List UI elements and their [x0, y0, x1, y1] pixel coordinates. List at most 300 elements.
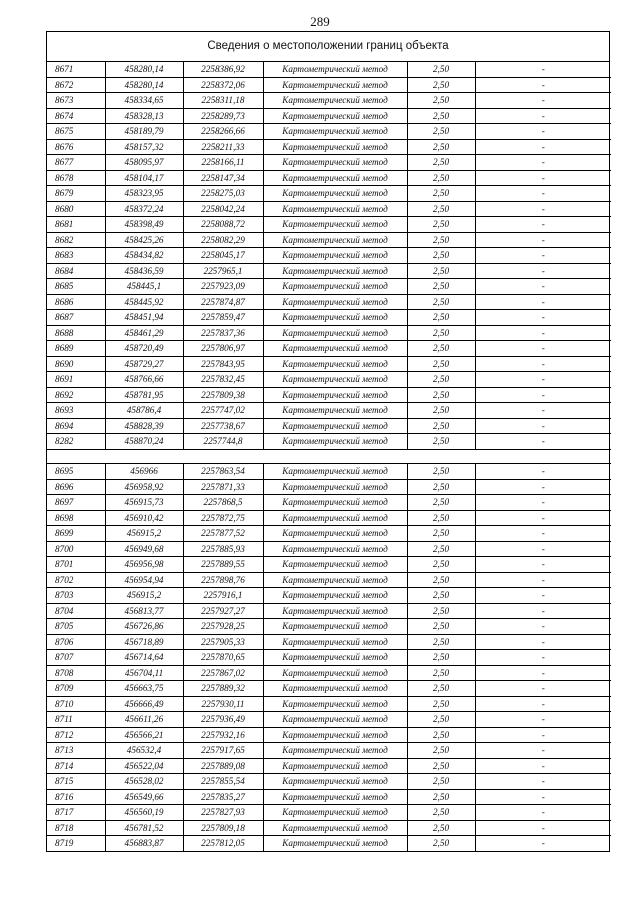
point-number-cell: 8715 — [47, 774, 105, 790]
point-number-cell: 8682 — [47, 232, 105, 248]
table-row — [47, 356, 611, 372]
y-coordinate-cell: 2258045,17 — [183, 248, 263, 264]
accuracy-cell: 2,50 — [407, 479, 475, 495]
method-cell: Картометрический метод — [263, 248, 407, 264]
table-row — [47, 789, 611, 805]
table-row — [47, 510, 611, 526]
description-cell: - — [475, 836, 611, 851]
accuracy-cell: 2,50 — [407, 403, 475, 419]
description-cell: - — [475, 418, 611, 434]
table-row — [47, 325, 611, 341]
point-number-cell: 8712 — [47, 727, 105, 743]
table-row — [47, 434, 611, 450]
table-row — [47, 479, 611, 495]
accuracy-cell: 2,50 — [407, 696, 475, 712]
y-coordinate-cell: 2258311,18 — [183, 93, 263, 109]
description-cell: - — [475, 510, 611, 526]
x-coordinate-cell: 458323,95 — [105, 186, 183, 202]
y-coordinate-cell: 2257863,54 — [183, 464, 263, 480]
point-number-cell: 8674 — [47, 108, 105, 124]
y-coordinate-cell: 2257868,5 — [183, 495, 263, 511]
method-cell: Картометрический метод — [263, 541, 407, 557]
x-coordinate-cell: 458372,24 — [105, 201, 183, 217]
y-coordinate-cell: 2258166,11 — [183, 155, 263, 171]
method-cell: Картометрический метод — [263, 232, 407, 248]
method-cell: Картометрический метод — [263, 325, 407, 341]
x-coordinate-cell: 458729,27 — [105, 356, 183, 372]
y-coordinate-cell: 2257806,97 — [183, 341, 263, 357]
description-cell: - — [475, 634, 611, 650]
x-coordinate-cell: 456611,26 — [105, 712, 183, 728]
description-cell: - — [475, 263, 611, 279]
y-coordinate-cell: 2258211,33 — [183, 139, 263, 155]
table-row — [47, 743, 611, 759]
accuracy-cell: 2,50 — [407, 650, 475, 666]
y-coordinate-cell: 2257809,38 — [183, 387, 263, 403]
y-coordinate-cell: 2258082,29 — [183, 232, 263, 248]
x-coordinate-cell: 456883,87 — [105, 836, 183, 851]
y-coordinate-cell: 2257898,76 — [183, 572, 263, 588]
method-cell: Картометрический метод — [263, 108, 407, 124]
table-row — [47, 727, 611, 743]
accuracy-cell: 2,50 — [407, 541, 475, 557]
method-cell: Картометрический метод — [263, 696, 407, 712]
y-coordinate-cell: 2257738,67 — [183, 418, 263, 434]
table-row — [47, 139, 611, 155]
method-cell: Картометрический метод — [263, 170, 407, 186]
x-coordinate-cell: 456560,19 — [105, 805, 183, 821]
x-coordinate-cell: 456813,77 — [105, 603, 183, 619]
point-number-cell: 8679 — [47, 186, 105, 202]
point-number-cell: 8672 — [47, 77, 105, 93]
point-number-cell: 8694 — [47, 418, 105, 434]
description-cell: - — [475, 403, 611, 419]
description-cell: - — [475, 248, 611, 264]
method-cell: Картометрический метод — [263, 557, 407, 573]
point-number-cell: 8708 — [47, 665, 105, 681]
x-coordinate-cell: 458445,92 — [105, 294, 183, 310]
table-row — [47, 341, 611, 357]
x-coordinate-cell: 458781,95 — [105, 387, 183, 403]
table-row — [47, 665, 611, 681]
method-cell: Картометрический метод — [263, 372, 407, 388]
table-row — [47, 758, 611, 774]
accuracy-cell: 2,50 — [407, 372, 475, 388]
page-number: 289 — [310, 14, 330, 29]
table-row — [47, 650, 611, 666]
y-coordinate-cell: 2257872,75 — [183, 510, 263, 526]
method-cell: Картометрический метод — [263, 186, 407, 202]
table-row — [47, 557, 611, 573]
point-number-cell: 8704 — [47, 603, 105, 619]
description-cell: - — [475, 805, 611, 821]
description-cell: - — [475, 495, 611, 511]
accuracy-cell: 2,50 — [407, 557, 475, 573]
x-coordinate-cell: 456954,94 — [105, 572, 183, 588]
y-coordinate-cell: 2257936,49 — [183, 712, 263, 728]
description-cell: - — [475, 372, 611, 388]
coordinates-table — [47, 62, 611, 851]
x-coordinate-cell: 456726,86 — [105, 619, 183, 635]
table-row — [47, 696, 611, 712]
accuracy-cell: 2,50 — [407, 201, 475, 217]
table-row — [47, 310, 611, 326]
accuracy-cell: 2,50 — [407, 789, 475, 805]
y-coordinate-cell: 2257928,25 — [183, 619, 263, 635]
description-cell: - — [475, 170, 611, 186]
description-cell: - — [475, 541, 611, 557]
accuracy-cell: 2,50 — [407, 232, 475, 248]
accuracy-cell: 2,50 — [407, 248, 475, 264]
x-coordinate-cell: 456528,02 — [105, 774, 183, 790]
x-coordinate-cell: 458434,82 — [105, 248, 183, 264]
point-number-cell: 8699 — [47, 526, 105, 542]
point-number-cell: 8695 — [47, 464, 105, 480]
method-cell: Картометрический метод — [263, 434, 407, 450]
accuracy-cell: 2,50 — [407, 325, 475, 341]
description-cell: - — [475, 557, 611, 573]
accuracy-cell: 2,50 — [407, 495, 475, 511]
x-coordinate-cell: 458461,29 — [105, 325, 183, 341]
accuracy-cell: 2,50 — [407, 665, 475, 681]
accuracy-cell: 2,50 — [407, 588, 475, 604]
point-number-cell: 8677 — [47, 155, 105, 171]
accuracy-cell: 2,50 — [407, 681, 475, 697]
method-cell: Картометрический метод — [263, 155, 407, 171]
table-row — [47, 294, 611, 310]
point-number-cell: 8717 — [47, 805, 105, 821]
point-number-cell: 8700 — [47, 541, 105, 557]
separator-cell — [47, 449, 611, 464]
description-cell: - — [475, 232, 611, 248]
description-cell: - — [475, 62, 611, 77]
y-coordinate-cell: 2257747,02 — [183, 403, 263, 419]
point-number-cell: 8676 — [47, 139, 105, 155]
accuracy-cell: 2,50 — [407, 418, 475, 434]
accuracy-cell: 2,50 — [407, 108, 475, 124]
table-row — [47, 403, 611, 419]
method-cell: Картометрический метод — [263, 217, 407, 233]
accuracy-cell: 2,50 — [407, 619, 475, 635]
table-row — [47, 170, 611, 186]
x-coordinate-cell: 456910,42 — [105, 510, 183, 526]
description-cell: - — [475, 619, 611, 635]
method-cell: Картометрический метод — [263, 341, 407, 357]
table-row — [47, 634, 611, 650]
point-number-cell: 8710 — [47, 696, 105, 712]
description-cell: - — [475, 155, 611, 171]
point-number-cell: 8714 — [47, 758, 105, 774]
x-coordinate-cell: 458870,24 — [105, 434, 183, 450]
method-cell: Картометрический метод — [263, 665, 407, 681]
table-row — [47, 155, 611, 171]
y-coordinate-cell: 2257812,05 — [183, 836, 263, 851]
y-coordinate-cell: 2257889,32 — [183, 681, 263, 697]
y-coordinate-cell: 2257932,16 — [183, 727, 263, 743]
y-coordinate-cell: 2257832,45 — [183, 372, 263, 388]
point-number-cell: 8678 — [47, 170, 105, 186]
description-cell: - — [475, 820, 611, 836]
description-cell: - — [475, 789, 611, 805]
x-coordinate-cell: 456958,92 — [105, 479, 183, 495]
method-cell: Картометрический метод — [263, 820, 407, 836]
y-coordinate-cell: 2257965,1 — [183, 263, 263, 279]
description-cell: - — [475, 526, 611, 542]
x-coordinate-cell: 458280,14 — [105, 77, 183, 93]
description-cell: - — [475, 325, 611, 341]
point-number-cell: 8683 — [47, 248, 105, 264]
y-coordinate-cell: 2257905,33 — [183, 634, 263, 650]
accuracy-cell: 2,50 — [407, 758, 475, 774]
x-coordinate-cell: 456666,49 — [105, 696, 183, 712]
accuracy-cell: 2,50 — [407, 510, 475, 526]
point-number-cell: 8673 — [47, 93, 105, 109]
method-cell: Картометрический метод — [263, 774, 407, 790]
point-number-cell: 8703 — [47, 588, 105, 604]
x-coordinate-cell: 456714,64 — [105, 650, 183, 666]
method-cell: Картометрический метод — [263, 758, 407, 774]
y-coordinate-cell: 2257855,54 — [183, 774, 263, 790]
point-number-cell: 8684 — [47, 263, 105, 279]
x-coordinate-cell: 456532,4 — [105, 743, 183, 759]
method-cell: Картометрический метод — [263, 712, 407, 728]
method-cell: Картометрический метод — [263, 139, 407, 155]
point-number-cell: 8697 — [47, 495, 105, 511]
accuracy-cell: 2,50 — [407, 186, 475, 202]
description-cell: - — [475, 696, 611, 712]
method-cell: Картометрический метод — [263, 418, 407, 434]
point-number-cell: 8718 — [47, 820, 105, 836]
point-number-cell: 8719 — [47, 836, 105, 851]
table-row — [47, 93, 611, 109]
method-cell: Картометрический метод — [263, 263, 407, 279]
y-coordinate-cell: 2257916,1 — [183, 588, 263, 604]
table-row — [47, 820, 611, 836]
description-cell: - — [475, 650, 611, 666]
description-cell: - — [475, 464, 611, 480]
method-cell: Картометрический метод — [263, 201, 407, 217]
method-cell: Картометрический метод — [263, 526, 407, 542]
accuracy-cell: 2,50 — [407, 434, 475, 450]
method-cell: Картометрический метод — [263, 805, 407, 821]
accuracy-cell: 2,50 — [407, 294, 475, 310]
table-row — [47, 248, 611, 264]
x-coordinate-cell: 456522,04 — [105, 758, 183, 774]
y-coordinate-cell: 2258372,06 — [183, 77, 263, 93]
table-row — [47, 774, 611, 790]
x-coordinate-cell: 458720,49 — [105, 341, 183, 357]
accuracy-cell: 2,50 — [407, 139, 475, 155]
method-cell: Картометрический метод — [263, 681, 407, 697]
x-coordinate-cell: 458786,4 — [105, 403, 183, 419]
point-number-cell: 8686 — [47, 294, 105, 310]
x-coordinate-cell: 458334,65 — [105, 93, 183, 109]
description-cell: - — [475, 186, 611, 202]
y-coordinate-cell: 2257927,27 — [183, 603, 263, 619]
x-coordinate-cell: 458828,39 — [105, 418, 183, 434]
table-row — [47, 263, 611, 279]
x-coordinate-cell: 458280,14 — [105, 62, 183, 77]
table-row — [47, 77, 611, 93]
point-number-cell: 8693 — [47, 403, 105, 419]
description-cell: - — [475, 108, 611, 124]
accuracy-cell: 2,50 — [407, 464, 475, 480]
method-cell: Картометрический метод — [263, 836, 407, 851]
description-cell: - — [475, 387, 611, 403]
table-row — [47, 232, 611, 248]
separator-row — [47, 449, 611, 464]
description-cell: - — [475, 743, 611, 759]
accuracy-cell: 2,50 — [407, 356, 475, 372]
accuracy-cell: 2,50 — [407, 572, 475, 588]
method-cell: Картометрический метод — [263, 62, 407, 77]
point-number-cell: 8711 — [47, 712, 105, 728]
table-row — [47, 186, 611, 202]
description-cell: - — [475, 727, 611, 743]
accuracy-cell: 2,50 — [407, 263, 475, 279]
method-cell: Картометрический метод — [263, 279, 407, 295]
accuracy-cell: 2,50 — [407, 712, 475, 728]
table-row — [47, 464, 611, 480]
accuracy-cell: 2,50 — [407, 93, 475, 109]
method-cell: Картометрический метод — [263, 93, 407, 109]
x-coordinate-cell: 456915,2 — [105, 526, 183, 542]
description-cell: - — [475, 217, 611, 233]
table-row — [47, 108, 611, 124]
y-coordinate-cell: 2257870,65 — [183, 650, 263, 666]
description-cell: - — [475, 681, 611, 697]
table-row — [47, 201, 611, 217]
accuracy-cell: 2,50 — [407, 820, 475, 836]
method-cell: Картометрический метод — [263, 77, 407, 93]
table-row — [47, 124, 611, 140]
point-number-cell: 8702 — [47, 572, 105, 588]
y-coordinate-cell: 2257889,55 — [183, 557, 263, 573]
point-number-cell: 8282 — [47, 434, 105, 450]
accuracy-cell: 2,50 — [407, 170, 475, 186]
method-cell: Картометрический метод — [263, 619, 407, 635]
point-number-cell: 8688 — [47, 325, 105, 341]
accuracy-cell: 2,50 — [407, 836, 475, 851]
table-row — [47, 495, 611, 511]
table-row — [47, 805, 611, 821]
x-coordinate-cell: 456915,2 — [105, 588, 183, 604]
accuracy-cell: 2,50 — [407, 341, 475, 357]
x-coordinate-cell: 458436,59 — [105, 263, 183, 279]
y-coordinate-cell: 2257843,95 — [183, 356, 263, 372]
y-coordinate-cell: 2257874,87 — [183, 294, 263, 310]
accuracy-cell: 2,50 — [407, 387, 475, 403]
description-cell: - — [475, 341, 611, 357]
x-coordinate-cell: 456966 — [105, 464, 183, 480]
table-row — [47, 712, 611, 728]
accuracy-cell: 2,50 — [407, 774, 475, 790]
table-row — [47, 603, 611, 619]
description-cell: - — [475, 124, 611, 140]
x-coordinate-cell: 458398,49 — [105, 217, 183, 233]
method-cell: Картометрический метод — [263, 310, 407, 326]
y-coordinate-cell: 2258088,72 — [183, 217, 263, 233]
description-cell: - — [475, 279, 611, 295]
method-cell: Картометрический метод — [263, 495, 407, 511]
x-coordinate-cell: 456566,21 — [105, 727, 183, 743]
y-coordinate-cell: 2257835,27 — [183, 789, 263, 805]
x-coordinate-cell: 458189,79 — [105, 124, 183, 140]
accuracy-cell: 2,50 — [407, 805, 475, 821]
table-row — [47, 217, 611, 233]
table-row — [47, 836, 611, 851]
x-coordinate-cell: 456949,68 — [105, 541, 183, 557]
table-row — [47, 526, 611, 542]
accuracy-cell: 2,50 — [407, 310, 475, 326]
accuracy-cell: 2,50 — [407, 124, 475, 140]
x-coordinate-cell: 458157,32 — [105, 139, 183, 155]
x-coordinate-cell: 456915,73 — [105, 495, 183, 511]
point-number-cell: 8698 — [47, 510, 105, 526]
method-cell: Картометрический метод — [263, 588, 407, 604]
y-coordinate-cell: 2258266,66 — [183, 124, 263, 140]
description-cell: - — [475, 572, 611, 588]
point-number-cell: 8671 — [47, 62, 105, 77]
y-coordinate-cell: 2257889,08 — [183, 758, 263, 774]
method-cell: Картометрический метод — [263, 572, 407, 588]
method-cell: Картометрический метод — [263, 727, 407, 743]
description-cell: - — [475, 294, 611, 310]
point-number-cell: 8709 — [47, 681, 105, 697]
coordinates-table-frame — [46, 31, 610, 852]
accuracy-cell: 2,50 — [407, 279, 475, 295]
description-cell: - — [475, 603, 611, 619]
table-row — [47, 279, 611, 295]
point-number-cell: 8705 — [47, 619, 105, 635]
table-row — [47, 619, 611, 635]
method-cell: Картометрический метод — [263, 634, 407, 650]
point-number-cell: 8716 — [47, 789, 105, 805]
description-cell: - — [475, 434, 611, 450]
x-coordinate-cell: 458425,26 — [105, 232, 183, 248]
accuracy-cell: 2,50 — [407, 155, 475, 171]
description-cell: - — [475, 77, 611, 93]
point-number-cell: 8690 — [47, 356, 105, 372]
accuracy-cell: 2,50 — [407, 217, 475, 233]
x-coordinate-cell: 458095,97 — [105, 155, 183, 171]
x-coordinate-cell: 458104,17 — [105, 170, 183, 186]
method-cell: Картометрический метод — [263, 387, 407, 403]
accuracy-cell: 2,50 — [407, 603, 475, 619]
point-number-cell: 8706 — [47, 634, 105, 650]
y-coordinate-cell: 2258042,24 — [183, 201, 263, 217]
table-row — [47, 372, 611, 388]
table-row — [47, 588, 611, 604]
y-coordinate-cell: 2258386,92 — [183, 62, 263, 77]
y-coordinate-cell: 2257837,36 — [183, 325, 263, 341]
method-cell: Картометрический метод — [263, 510, 407, 526]
y-coordinate-cell: 2258147,34 — [183, 170, 263, 186]
description-cell: - — [475, 774, 611, 790]
method-cell: Картометрический метод — [263, 789, 407, 805]
table-row — [47, 572, 611, 588]
description-cell: - — [475, 588, 611, 604]
table-row — [47, 62, 611, 77]
y-coordinate-cell: 2257744,8 — [183, 434, 263, 450]
method-cell: Картометрический метод — [263, 650, 407, 666]
point-number-cell: 8675 — [47, 124, 105, 140]
description-cell: - — [475, 93, 611, 109]
point-number-cell: 8707 — [47, 650, 105, 666]
point-number-cell: 8692 — [47, 387, 105, 403]
description-cell: - — [475, 356, 611, 372]
method-cell: Картометрический метод — [263, 603, 407, 619]
